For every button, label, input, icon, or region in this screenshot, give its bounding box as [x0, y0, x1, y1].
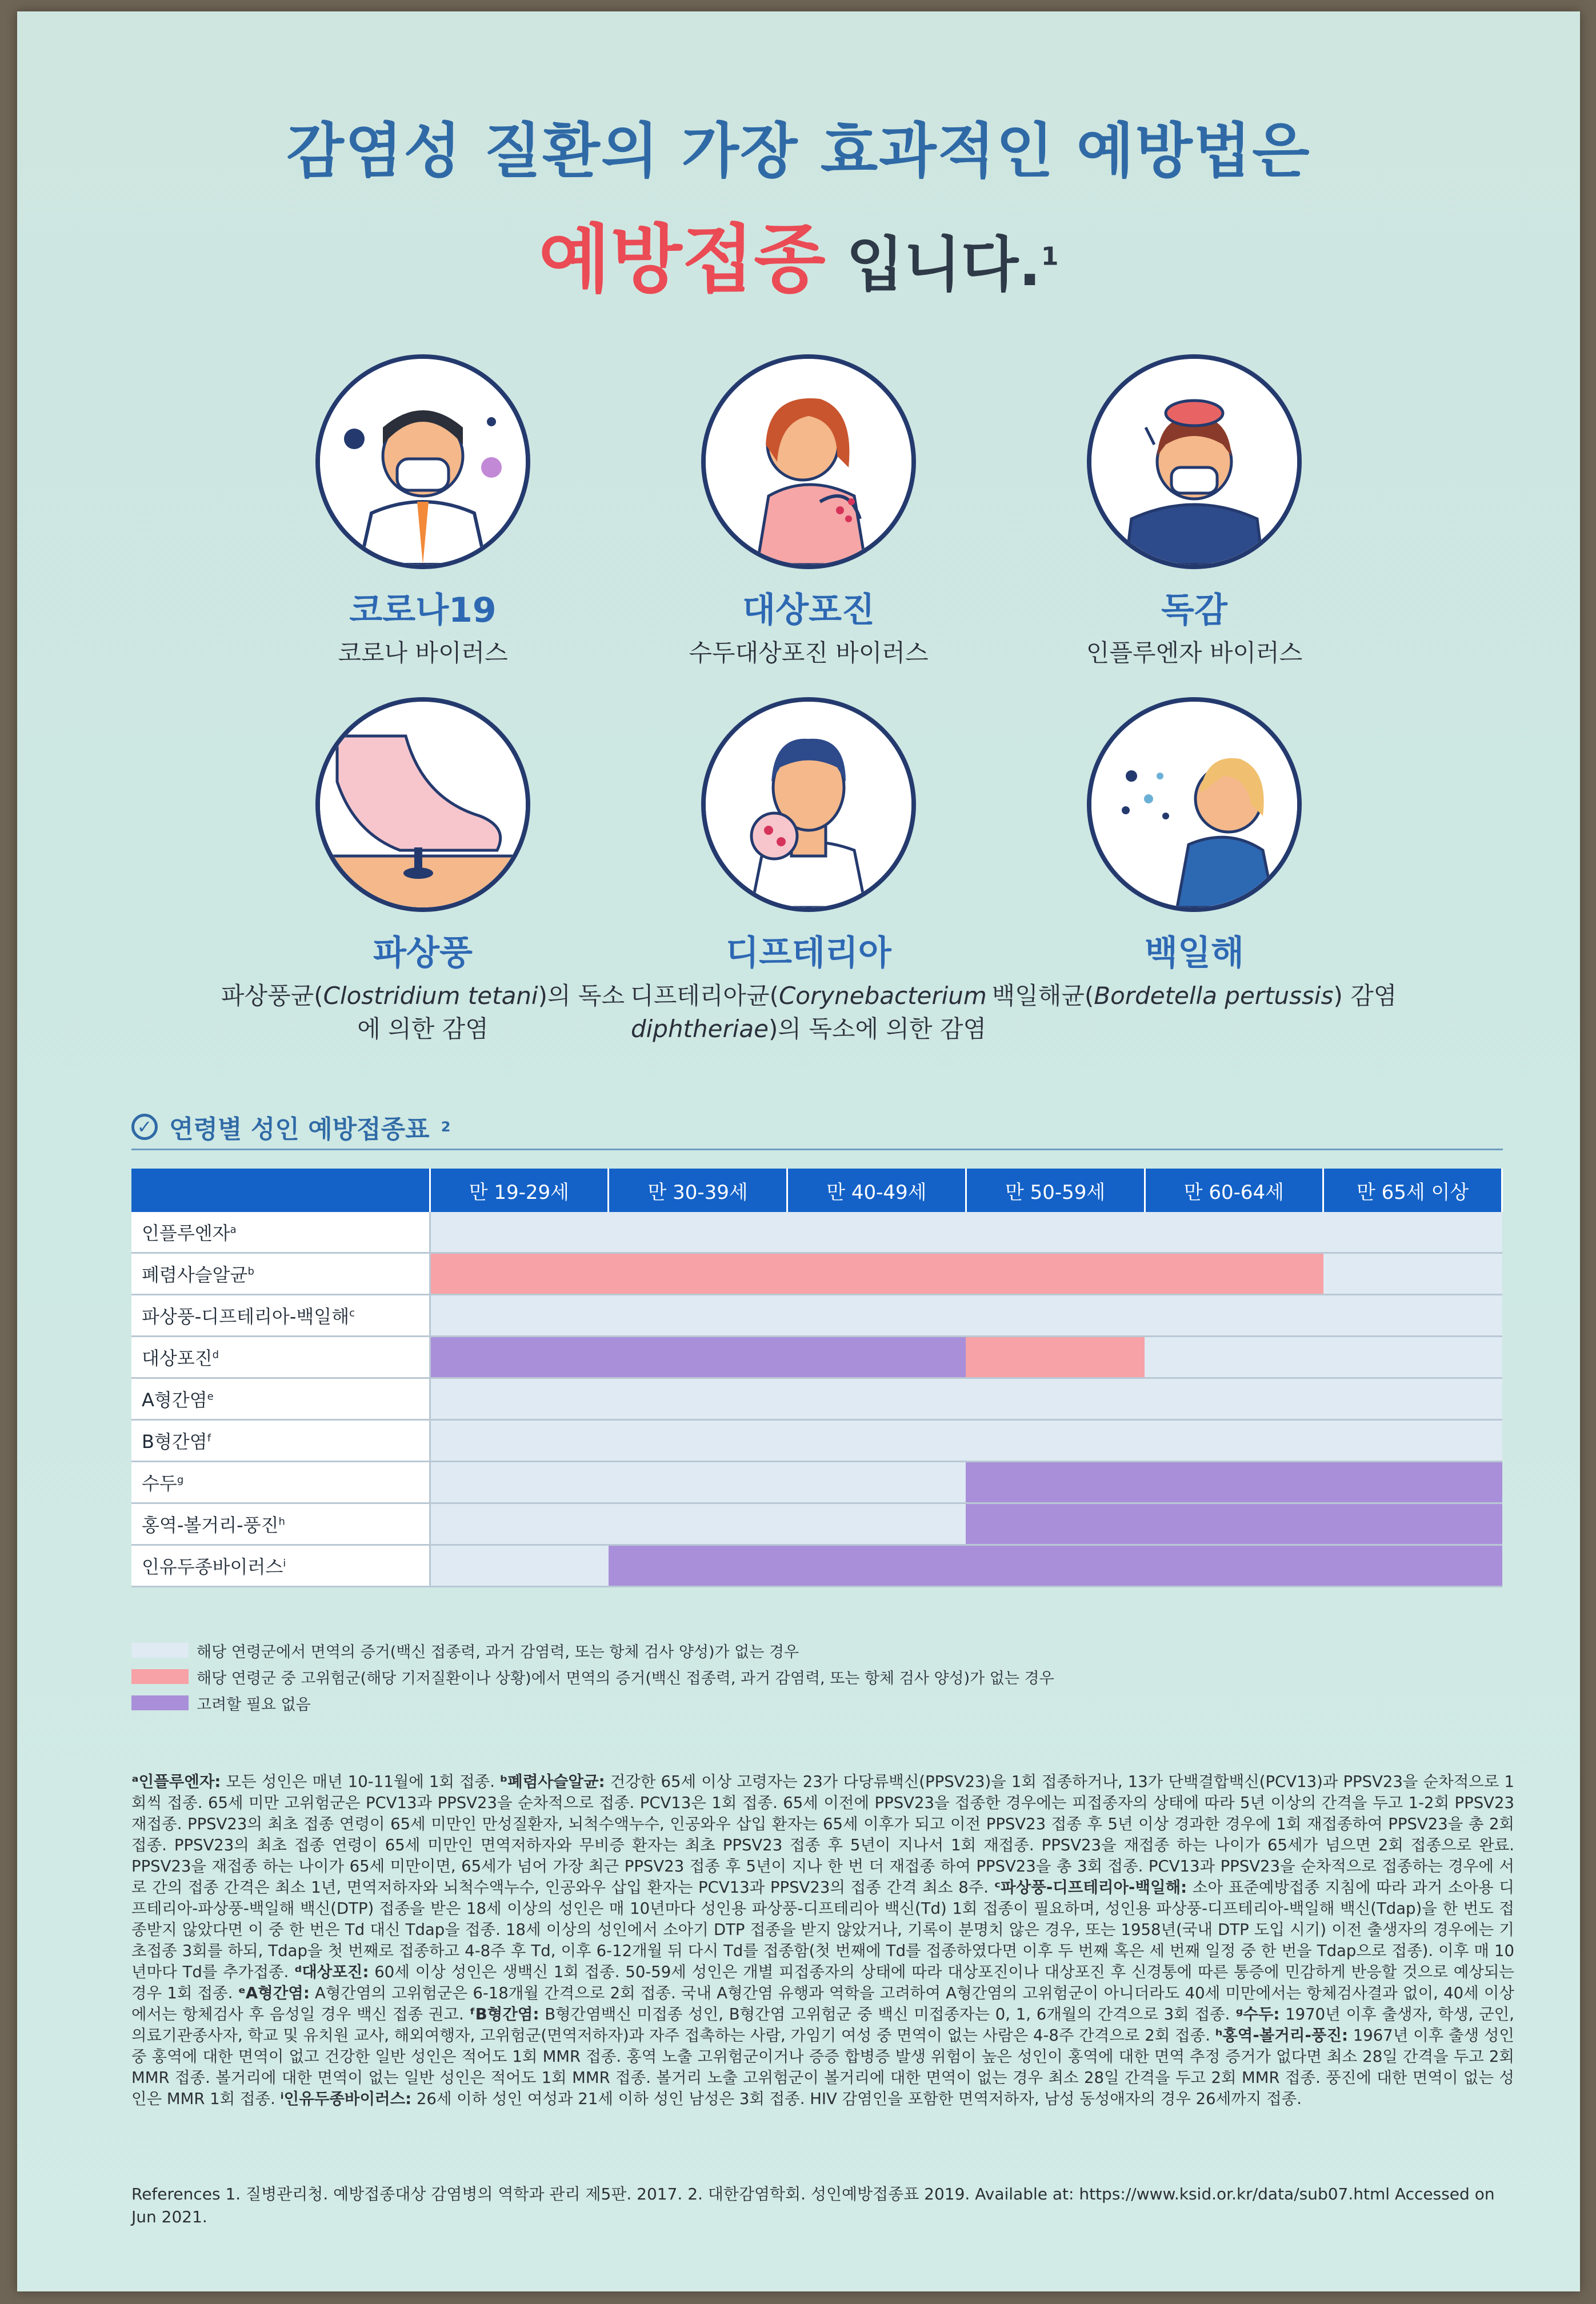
leaflet-page	[17, 11, 1580, 2291]
vaccine-name: 홍역-볼거리-풍진$^h$	[131, 1503, 430, 1545]
disease-card-shingles	[603, 354, 1014, 670]
disease-card-flu	[989, 354, 1400, 670]
schedule-cell	[966, 1503, 1145, 1545]
table-row	[131, 1503, 1502, 1545]
schedule-cell	[1323, 1420, 1502, 1462]
vaccine-name: 대상포진$^d$	[131, 1337, 430, 1378]
footnote-text: 모든 성인은 매년 10-11월에 1회 접종.	[221, 1773, 501, 1791]
foot-nail-icon	[315, 697, 530, 912]
legend-swatch	[131, 1695, 189, 1710]
footnote-label: ᵉA형간염:	[238, 1984, 310, 2002]
table-header-row	[131, 1169, 1502, 1212]
schedule-cell	[966, 1462, 1145, 1503]
schedule-cell	[609, 1337, 787, 1378]
legend-item: 고려할 필요 없음	[131, 1690, 1054, 1716]
footnote-label: ⁱ인유두종바이러스:	[280, 2090, 412, 2108]
footnote-label: ʰ홍역-볼거리-풍진:	[1215, 2026, 1349, 2045]
age-header: 만 50-59세	[966, 1169, 1145, 1212]
disease-description: 수두대상포진 바이러스	[689, 639, 929, 667]
schedule-cell	[430, 1420, 609, 1462]
footnote-text: 건강한 65세 이상 고령자는 23가 다당류백신(PPSV23)을 1회 접종하거나, 13가 단백결합백신(PCV13)과 PPSV23을 순차적으로 1회씩 접종. 65세 미만 고위험군은 PCV13과 PPSV23을 순차적으로 접종. PCV13은 1회 접종. 65세 이전에 PPSV23을 접종한 경우에는 피접종자의 상태에 따라 5년 이상의 간격을 두고 1-2회 PPSV23 재접종. PPSV23의 최초 접종 연령이 65세 미만인 만성질환자, 뇌척수액누수, 인공와우 삽입 환자는 65세 이후가 되고 이전 PPSV23 접종 후 5년 이상 경과한 경우에 1회 재접종하여 PPSV23을 총 2회 접종. PPSV23의 최초 접종 연령이 65세 미만인 면역저하자와 무비증 환자는 최초 PPSV23 접종 후 5년이 지나서 1회 재접종. PPSV23을 재접종 하는 나이가 65세가 넘으면 2회 접종으로 완료. PPSV23을 재접종 하는 나이가 65세 미만이면, 65세가 넘어 가장 최근 PPSV23 접종 후 5년이 지나 한 번 더 재접종 하여 PPSV23을 총 3회 접종. PCV13과 PPSV23을 순차적으로 접종하는 경우에 서로 간의 접종 간격은 최소 1년, 면역저하자와 뇌척수액누수, 인공와우 삽입 환자는 PCV13과 PPSV23의 접종 간격 최소 8주.	[131, 1773, 1515, 1897]
schedule-cell	[1145, 1420, 1323, 1462]
schedule-cell	[609, 1462, 787, 1503]
footnote-text: 1970년 이후 출생자, 학생, 군인, 의료기관종사자, 학교 및 유치원 교사, 해외여행자, 고위험군(면역저하자)과 자주 접촉하는 사람, 가임기 여성 중 면역이 없는 사람은 4-8주 간격으로 2회 접종.	[131, 2005, 1514, 2045]
disease-name: 디프테리아	[726, 933, 891, 973]
header-corner	[131, 1169, 430, 1212]
headline-highlight: 예방접종	[538, 216, 826, 303]
legend-swatch	[131, 1643, 189, 1658]
table-row	[131, 1462, 1502, 1503]
vaccine-name: 파상풍-디프테리아-백일해$^c$	[131, 1295, 430, 1337]
footnote-text: 1967년 이후 출생 성인 중 홍역에 대한 면역이 없고 건강한 일반 성인은 적어도 1회 MMR 접종. 홍역 노출 고위험군이거나 증증 합병증 발생 위험이 높은 성인이 홍역에 대한 면역 추정 증거가 없다면 최소 28일 간격을 두고 2회 MMR 접종. 볼거리에 대한 면역이 없는 일반 성인은 적어도 1회 MMR 접종. 볼거리 노출 고위험군이 볼거리에 대한 면역이 없는 경우 최소 28일 간격을 두고 2회 MMR 접종. 풍진에 대한 면역이 없는 성인은 MMR 1회 접종.	[131, 2026, 1514, 2108]
schedule-cell	[1323, 1337, 1502, 1378]
schedule-cell	[787, 1420, 966, 1462]
schedule-cell	[787, 1212, 966, 1253]
disease-name: 파상풍	[373, 933, 473, 973]
schedule-cell	[609, 1253, 787, 1295]
disease-description: 인플루엔자 바이러스	[1086, 639, 1303, 667]
footnote-label: ᵇ폐렴사슬알균:	[500, 1773, 605, 1791]
disease-card-diphtheria	[603, 697, 1014, 1046]
schedule-cell	[1323, 1462, 1502, 1503]
schedule-cell	[966, 1212, 1145, 1253]
age-header: 만 60-64세	[1145, 1169, 1323, 1212]
schedule-legend	[131, 1637, 1054, 1716]
disease-description: 백일해균(Bordetella pertussis) 감염	[991, 982, 1397, 1010]
footnote-text: 26세 이하 성인 여성과 21세 이하 성인 남성은 3회 접종. HIV 감염인을 포함한 면역저하자, 남성 동성애자의 경우 26세까지 접종.	[411, 2090, 1302, 2108]
table-row	[131, 1212, 1502, 1253]
divider	[131, 1149, 1503, 1150]
footnote-text: A형간염의 고위험군은 6-18개월 간격으로 2회 접종. 국내 A형간염 유행과 역학을 고려하여 A형간염의 고위험군이 아니더라도 40세 미만에서는 항체검사결과 없이, 40세 이상에서는 항체검사 후 음성일 경우 백신 접종 권고.	[131, 1984, 1514, 2023]
footnote-label: ᵃ인플루엔자:	[131, 1773, 221, 1791]
schedule-cell	[430, 1212, 609, 1253]
disease-description: 디프테리아균(Corynebacterium diphtheriae)의 독소에 의한 감염	[630, 982, 987, 1043]
schedule-cell	[1145, 1462, 1323, 1503]
disease-name: 대상포진	[742, 590, 875, 630]
schedule-cell	[1145, 1253, 1323, 1295]
footnote-label: ᵈ대상포진:	[294, 1963, 369, 1981]
schedule-cell	[430, 1462, 609, 1503]
schedule-cell	[966, 1420, 1145, 1462]
schedule-cell	[787, 1295, 966, 1337]
footnote-text: B형간염백신 미접종 성인, B형간염 고위험군 중 백신 미접종자는 0, 1, 6개월의 간격으로 3회 접종.	[539, 2005, 1236, 2023]
vaccination-schedule-table	[131, 1169, 1503, 1587]
footnotes	[131, 1771, 1514, 2110]
legend-item: 해당 연령군에서 면역의 증거(백신 접종력, 과거 감염력, 또는 항체 검사 양성)가 없는 경우	[131, 1637, 1054, 1663]
throat-bacteria-icon	[701, 697, 916, 912]
vaccine-name: A형간염$^e$	[131, 1378, 430, 1420]
schedule-cell	[1323, 1378, 1502, 1420]
vaccine-name: 인플루엔자$^a$	[131, 1212, 430, 1253]
schedule-cell	[1145, 1378, 1323, 1420]
table-row	[131, 1337, 1502, 1378]
headline-line2	[17, 200, 1580, 307]
disease-description: 코로나 바이러스	[338, 639, 508, 667]
references: References 1. 질병관리청. 예방접종대상 감염병의 역학과 관리 제5판. 2017. 2. 대한감염학회. 성인예방접종표 2019. Available at: https://www.ksid.or.kr/data/sub07.html Accessed on Jun 2021.	[131, 2185, 1495, 2226]
schedule-cell	[1323, 1545, 1502, 1587]
vaccine-name: B형간염$^f$	[131, 1420, 430, 1462]
schedule-cell	[787, 1337, 966, 1378]
schedule-cell	[966, 1253, 1145, 1295]
headline-tail: 입니다.	[825, 230, 1041, 299]
footnote-label: ᶜ파상풍-디프테리아-백일해:	[994, 1878, 1187, 1897]
schedule-cell	[609, 1378, 787, 1420]
headline-line1: 감염성 질환의 가장 효과적인 예방법은	[286, 116, 1311, 186]
legend-swatch	[131, 1669, 189, 1684]
schedule-cell	[1145, 1337, 1323, 1378]
disease-description: 파상풍균(Clostridium tetani)의 독소에 의한 감염	[221, 982, 625, 1043]
age-header: 만 65세 이상	[1323, 1169, 1502, 1212]
schedule-cell	[609, 1420, 787, 1462]
table-row	[131, 1295, 1502, 1337]
schedule-cell	[609, 1295, 787, 1337]
schedule-cell	[1323, 1212, 1502, 1253]
footnote-text: 소아 표준예방접종 지침에 따라 과거 소아용 디프테리아-파상풍-백일해 백신(DTP) 접종을 받은 18세 이상의 성인은 매 10년마다 성인용 파상풍-디프테리아 백신(Td) 1회 접종이 필요하며, 성인용 파상풍-디프테리아-백일해 백신(Tdap)을 한 번도 접종받지 않았다면 이 중 한 번은 Td 대신 Tdap을 접종. 18세 이상의 성인에서 소아기 DTP 접종을 받지 않았거나, 기록이 분명치 않은 경우, 또는 1958년(국내 DTP 도입 시기) 이전 출생자의 경우에는 기초접종 3회를 하되, Tdap을 첫 번째로 접종하고 4-8주 후 Td, 이후 6-12개월 뒤 다시 Td를 접종함(첫 번째에 Td를 접종하였다면 이후 두 번째 혹은 세 번째 일정 중 한 번을 Tdap으로 접종). 이후 매 10년마다 Td를 추가접종.	[131, 1878, 1514, 1981]
schedule-title: ✓ 연령별 성인 예방접종표 2	[131, 1109, 450, 1145]
schedule-cell	[787, 1253, 966, 1295]
schedule-cell	[966, 1545, 1145, 1587]
age-header: 만 19-29세	[430, 1169, 609, 1212]
footnote-label: ᵍ수두:	[1235, 2005, 1280, 2023]
schedule-cell	[787, 1378, 966, 1420]
schedule-cell	[966, 1378, 1145, 1420]
disease-name: 백일해	[1145, 933, 1244, 973]
schedule-cell	[430, 1295, 609, 1337]
schedule-cell	[430, 1503, 609, 1545]
vaccine-name: 인유두종바이러스$^i$	[131, 1545, 430, 1587]
schedule-cell	[966, 1295, 1145, 1337]
schedule-cell	[1323, 1503, 1502, 1545]
headline-footnote: 1	[1041, 242, 1059, 271]
disease-name: 독감	[1161, 590, 1227, 630]
rash-shoulder-icon	[701, 354, 916, 569]
table-row	[131, 1545, 1502, 1587]
legend-item: 해당 연령군 중 고위험군(해당 기저질환이나 상황)에서 면역의 증거(백신 접종력, 과거 감염력, 또는 항체 검사 양성)가 없는 경우	[131, 1663, 1054, 1690]
coughing-person-icon	[1087, 697, 1302, 912]
age-header: 만 40-49세	[787, 1169, 966, 1212]
schedule-cell	[609, 1212, 787, 1253]
check-circle-icon: ✓	[131, 1114, 158, 1140]
schedule-cell	[787, 1503, 966, 1545]
disease-card-tetanus	[217, 697, 629, 1046]
vaccine-name: 수두$^g$	[131, 1462, 430, 1503]
schedule-cell	[1323, 1253, 1502, 1295]
footnote-label: ᶠB형간염:	[469, 2005, 539, 2023]
schedule-cell	[787, 1462, 966, 1503]
schedule-cell	[609, 1503, 787, 1545]
schedule-cell	[1323, 1295, 1502, 1337]
disease-card-pertussis	[989, 697, 1400, 1013]
disease-name: 코로나19	[349, 590, 497, 630]
schedule-cell	[1145, 1503, 1323, 1545]
table-row	[131, 1420, 1502, 1462]
schedule-cell	[430, 1378, 609, 1420]
schedule-cell	[787, 1545, 966, 1587]
schedule-cell	[1145, 1295, 1323, 1337]
disease-card-covid	[217, 354, 629, 670]
schedule-cell	[609, 1545, 787, 1587]
table-row	[131, 1378, 1502, 1420]
table-row	[131, 1253, 1502, 1295]
age-header: 만 30-39세	[609, 1169, 787, 1212]
footnote-text: 60세 이상 성인은 생백신 1회 접종. 50-59세 성인은 개별 피접종자의 상태에 따라 대상포진이나 대상포진 후 신경통에 따른 통증에 민감하게 반응할 것으로 예상되는 경우 1회 접종.	[131, 1963, 1514, 2002]
sick-person-icepack-icon	[1087, 354, 1302, 569]
schedule-cell	[1145, 1545, 1323, 1587]
masked-man-virus-icon	[315, 354, 530, 569]
schedule-cell	[430, 1337, 609, 1378]
schedule-cell	[966, 1337, 1145, 1378]
schedule-cell	[1145, 1212, 1323, 1253]
schedule-cell	[430, 1253, 609, 1295]
vaccine-name: 폐렴사슬알균$^b$	[131, 1253, 430, 1295]
schedule-cell	[430, 1545, 609, 1587]
